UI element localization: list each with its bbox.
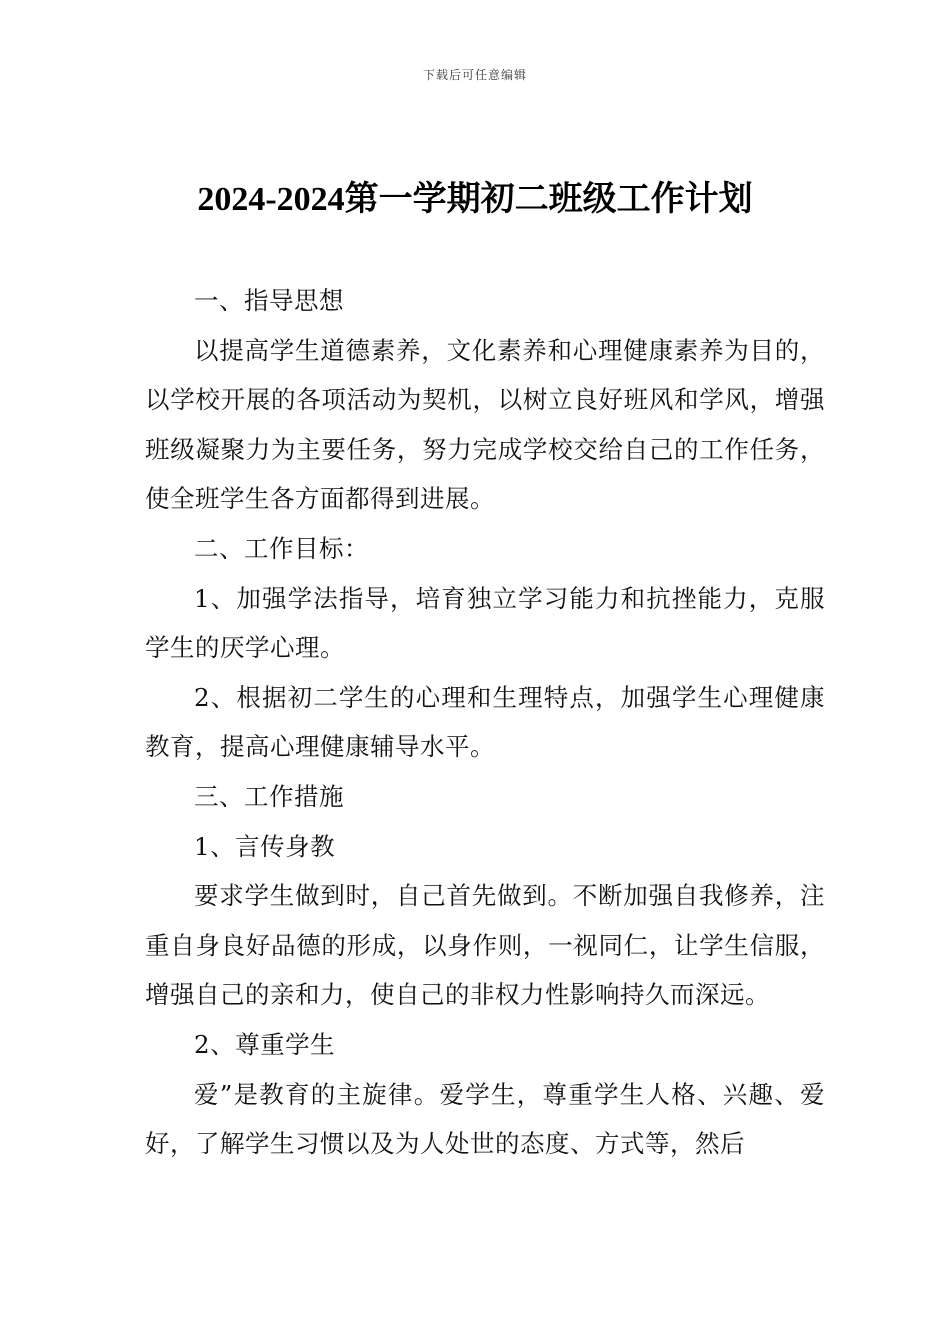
paragraph-goal-1: 1、加强学法指导，培育独立学习能力和抗挫能力，克服学生的厌学心理。 [145,583,825,663]
subheading-lead-by-example: 1、言传身教 [194,831,336,861]
paragraph-guiding-ideology: 以提高学生道德素养，文化素养和心理健康素养为目的，以学校开展的各项活动为契机，以树立良好班风和学风，增强班级凝聚力为主要任务，努力完成学校交给自己的工作任务，使全班学生各方面都得到进展。 [145,335,825,514]
paragraph-lead-by-example: 要求学生做到时，自己首先做到。不断加强自我修养，注重自身良好品德的形成，以身作则，一视同仁，让学生信服，增强自己的亲和力，使自己的非权力性影响持久而深远。 [145,881,825,1010]
paragraph-goal-2: 2、根据初二学生的心理和生理特点，加强学生心理健康教育，提高心理健康辅导水平。 [145,682,825,762]
document-title: 2024-2024第一学期初二班级工作计划 [197,181,753,218]
subheading-respect-students: 2、尊重学生 [194,1029,336,1059]
section-heading-guiding-ideology: 一、指导思想 [194,286,344,315]
section-heading-work-goals: 二、工作目标： [194,533,369,563]
document-body [145,276,825,1169]
section-heading-work-measures: 三、工作措施 [194,781,344,811]
paragraph-respect-students: 爱”是教育的主旋律。爱学生，尊重学生人格、兴趣、爱好，了解学生习惯以及为人处世的态度、方式等，然后 [145,1079,825,1159]
page-header-note: 下载后可任意编辑 [422,68,527,82]
